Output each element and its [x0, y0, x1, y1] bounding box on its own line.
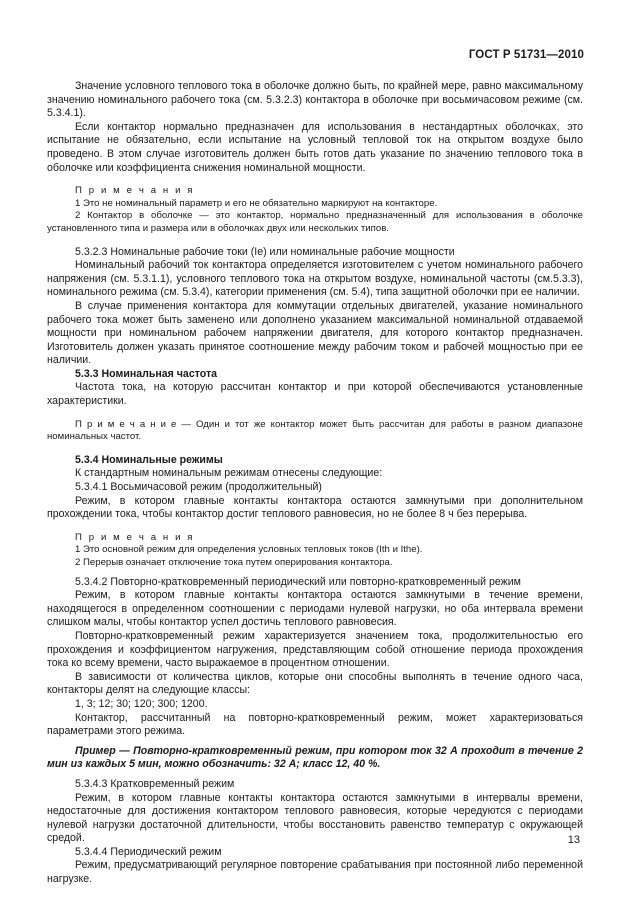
section-heading: 5.3.4.4 Периодический режим [75, 845, 222, 858]
document-id: ГОСТ Р 51731—2010 [468, 49, 584, 61]
example-text: Пример — Повторно-кратковременный режим, при котором ток 32 А проходит в течение 2 мин из каждых 5 мин, можно обозначить: 32 А; класс 12, 40 %. [47, 744, 583, 771]
paragraph: Повторно-кратковременный режим характеризуется значением тока, продолжительностью его прохождения и коэффициентом нагружения, представляющим собой отношение периода прохождения тока ко всему времени, часто выражаемое в процентном отношении. [47, 629, 583, 670]
document-body [47, 80, 583, 887]
note-item: 1 Это основной режим для определения условных тепловых токов (Ith и Ithe). [75, 544, 423, 556]
section-heading: 5.3.4.1 Восьмичасовой режим (продолжительный) [75, 481, 322, 494]
paragraph: В зависимости от количества циклов, которые они способны выполнять в течение одного часа, контакторы делят на следующие классы: [47, 670, 583, 697]
paragraph: Режим, в котором главные контакты контактора остаются замкнутыми при дополнительном прохождении тока, чтобы контактор достиг теплового равновесия, но не более 8 ч без перерыва. [47, 494, 583, 521]
paragraph: Режим, в котором главные контакты контактора остаются замкнутыми в интервалы времени, недостаточные для достижения контактором теплового равновесия, которые чередуются с периодами нулевой нагрузки достаточной длительности, чтобы восстановить равенство температур с окружающей средой. [47, 791, 583, 845]
paragraph: Режим, предусматривающий регулярное повторение срабатывания при постоянной либо переменной нагрузке. [47, 859, 583, 886]
paragraph: Контактор, рассчитанный на повторно-кратковременный режим, может характеризоваться параметрами этого режима. [47, 711, 583, 738]
paragraph: Номинальный рабочий ток контактора определяется изготовителем с учетом номинального рабочего напряжения (см. 5.3.1.1), условного теплового тока на открытом воздухе, номинальной частоты (см.5.3.3), номинального режима (см. 5.3.4), категории применения (см. 5.4), типа защитной оболочки при ее наличии. [47, 259, 583, 299]
section-heading: 5.3.4 Номинальные режимы [75, 453, 223, 466]
note-item: 2 Контактор в оболочке — это контактор, нормально предназначенный для использования в оболочке установленного типа и размера или в оболочках двух или нескольких типов. [47, 210, 583, 234]
notes-heading: П р и м е ч а н и я [75, 531, 195, 543]
class-list: 1, 3; 12; 30; 120; 300; 1200. [75, 697, 208, 710]
paragraph: Режим, в котором главные контакты контактора остаются замкнутыми в течение времени, находящегося в определенном соотношении с периодами нулевой нагрузки, но оба интервала времени слишком малы, чтобы контактор успел достичь теплового равновесия. [47, 589, 583, 629]
section-heading: 5.3.4.3 Кратковременный режим [75, 777, 235, 790]
paragraph: Если контактор нормально предназначен для использования в нестандартных оболочках, это испытание не обязательно, если испытание на условный тепловой ток на открытом воздухе было проведено. В этом случае изготовитель должен быть готов дать указание по значению теплового тока в оболочке или коэффициента снижения номинальной мощности. [47, 120, 583, 174]
notes-heading: П р и м е ч а н и я [75, 185, 195, 197]
note-item: 2 Перерыв означает отключение тока путем оперирования контактора. [75, 557, 393, 568]
paragraph: К стандартным номинальным режимам отнесены следующие: [75, 467, 383, 480]
paragraph: В случае применения контактора для коммутации отдельных двигателей, указание номинального рабочего тока может быть заменено или дополнено указанием максимальной номинальной отдаваемой мощности при номинальном рабочем напряжении двигателя, для которого контактор предназначен. Изготовитель должен указать принятое соотношение между рабочим током и рабочей мощностью при ее наличии. [47, 299, 583, 367]
note-item: 1 Это не номинальный параметр и его не обязательно маркируют на контакторе. [75, 197, 438, 209]
section-heading: 5.3.3 Номинальная частота [75, 367, 218, 380]
note-item: П р и м е ч а н и е — Один и тот же контактор может быть рассчитан для работы в разном диапазоне номинальных частот. [47, 418, 583, 443]
page-number: 13 [567, 834, 580, 846]
section-heading: 5.3.2.3 Номинальные рабочие токи (Iе) или номинальные рабочие мощности [75, 245, 455, 258]
section-heading: 5.3.4.2 Повторно-кратковременный периодический или повторно-кратковременный режим [75, 575, 521, 588]
paragraph: Частота тока, на которую рассчитан контактор и при которой обеспечиваются установленные характеристики. [47, 381, 583, 408]
paragraph: Значение условного теплового тока в оболочке должно быть, по крайней мере, равно максимальному значению номинального рабочего тока (см. 5.3.2.3) контактора в оболочке при восьмичасовом режиме (см. 5.3.4.1). [47, 80, 583, 120]
